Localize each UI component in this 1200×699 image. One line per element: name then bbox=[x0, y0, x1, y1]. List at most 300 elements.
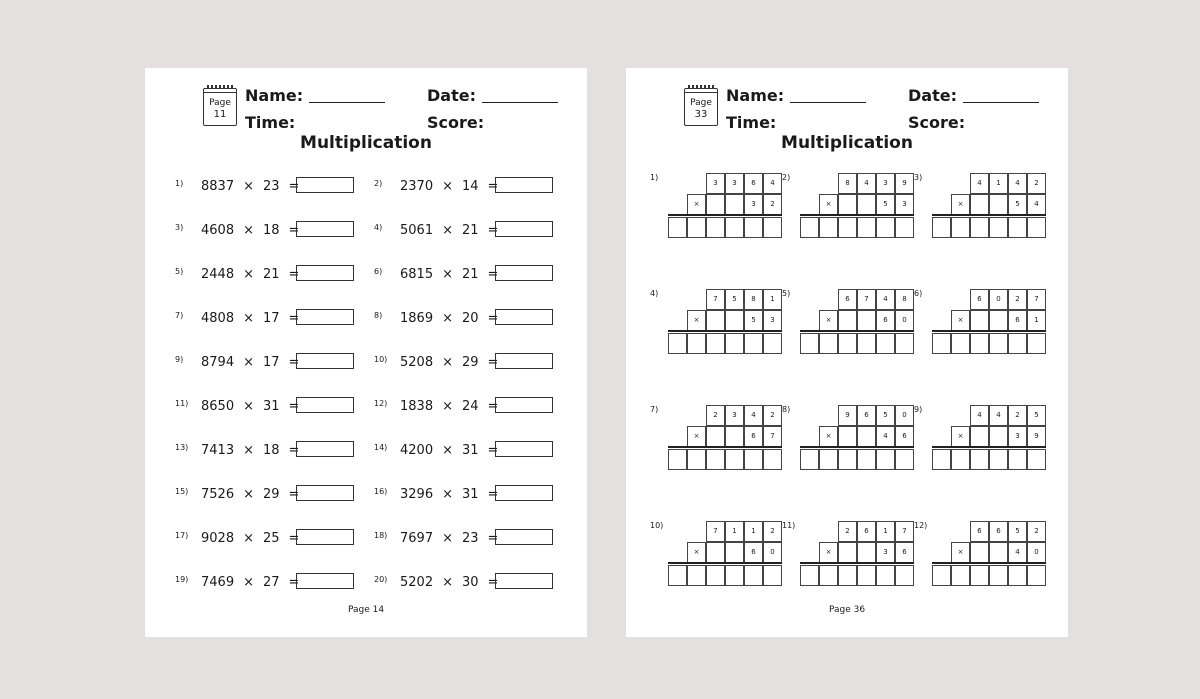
answer-cell[interactable] bbox=[668, 565, 687, 586]
answer-cell[interactable] bbox=[687, 333, 706, 354]
answer-box[interactable] bbox=[495, 485, 553, 501]
digit-cell: 3 bbox=[725, 173, 744, 194]
multiplier: 27 bbox=[263, 575, 280, 590]
equals-sign: = bbox=[288, 311, 300, 326]
multiplicand: 7469 bbox=[201, 575, 235, 590]
answer-rule bbox=[800, 562, 914, 564]
time-label: Time: bbox=[726, 113, 777, 132]
blank-cell bbox=[838, 310, 857, 331]
answer-box[interactable] bbox=[296, 441, 354, 457]
date-underline[interactable] bbox=[963, 102, 1039, 103]
blank-cell bbox=[989, 310, 1008, 331]
answer-box[interactable] bbox=[495, 265, 553, 281]
answer-box[interactable] bbox=[296, 353, 354, 369]
problem-row bbox=[175, 485, 360, 505]
answer-cell[interactable] bbox=[951, 565, 970, 586]
problem-number: 3) bbox=[914, 173, 923, 182]
problem-number: 10) bbox=[650, 521, 664, 530]
answer-cell[interactable] bbox=[763, 217, 782, 238]
multiplicand: 9028 bbox=[201, 531, 235, 546]
answer-rule bbox=[932, 214, 1046, 216]
equals-sign: = bbox=[487, 223, 499, 238]
answer-rule bbox=[800, 330, 914, 332]
problem-number: 17) bbox=[175, 531, 189, 540]
answer-cell[interactable] bbox=[725, 449, 744, 470]
calendar-page-number: 11 bbox=[213, 109, 227, 120]
problem-expression bbox=[400, 443, 507, 459]
multiplier: 30 bbox=[462, 575, 479, 590]
answer-cell[interactable] bbox=[876, 449, 895, 470]
equals-sign: = bbox=[288, 355, 300, 370]
problem-row bbox=[374, 265, 559, 285]
problem-row bbox=[175, 529, 360, 549]
answer-cell[interactable] bbox=[668, 333, 687, 354]
answer-cell[interactable] bbox=[744, 565, 763, 586]
date-field bbox=[908, 87, 1039, 105]
equals-sign: = bbox=[487, 531, 499, 546]
digit-cell: 3 bbox=[725, 405, 744, 426]
multiplicand: 4808 bbox=[201, 311, 235, 326]
digit-cell: 6 bbox=[876, 310, 895, 331]
answer-rule bbox=[800, 446, 914, 448]
times-sign: × bbox=[243, 531, 254, 546]
digit-cell: 4 bbox=[857, 173, 876, 194]
answer-cell[interactable] bbox=[970, 449, 989, 470]
equals-sign: = bbox=[288, 487, 300, 502]
blank-cell bbox=[838, 426, 857, 447]
answer-cell[interactable] bbox=[819, 333, 838, 354]
times-cell: × bbox=[687, 542, 706, 563]
problem-number: 12) bbox=[374, 399, 388, 408]
multiplier: 20 bbox=[462, 311, 479, 326]
page-footer: Page 14 bbox=[347, 605, 385, 615]
digit-cell: 2 bbox=[1027, 173, 1046, 194]
problem-number: 2) bbox=[374, 179, 383, 188]
answer-rule bbox=[932, 446, 1046, 448]
digit-cell: 3 bbox=[1008, 426, 1027, 447]
digit-cell: 4 bbox=[1008, 542, 1027, 563]
answer-cell[interactable] bbox=[706, 217, 725, 238]
digit-cell: 9 bbox=[838, 405, 857, 426]
digit-cell: 7 bbox=[706, 289, 725, 310]
answer-cell[interactable] bbox=[989, 565, 1008, 586]
answer-box[interactable] bbox=[296, 529, 354, 545]
answer-cell[interactable] bbox=[876, 333, 895, 354]
multiplicand: 2370 bbox=[400, 179, 434, 194]
answer-cell[interactable] bbox=[1008, 565, 1027, 586]
times-sign: × bbox=[442, 399, 453, 414]
answer-cell[interactable] bbox=[932, 449, 951, 470]
digit-cell: 4 bbox=[989, 405, 1008, 426]
times-sign: × bbox=[442, 443, 453, 458]
digit-cell: 5 bbox=[876, 405, 895, 426]
name-label: Name: bbox=[726, 86, 785, 105]
problem-row bbox=[374, 309, 559, 329]
answer-cell[interactable] bbox=[668, 449, 687, 470]
digit-cell: 2 bbox=[1008, 405, 1027, 426]
digit-cell: 5 bbox=[1008, 521, 1027, 542]
answer-rule bbox=[668, 330, 782, 332]
answer-cell[interactable] bbox=[687, 565, 706, 586]
problem-expression bbox=[400, 575, 507, 591]
digit-cell: 3 bbox=[763, 310, 782, 331]
multiplicand: 8837 bbox=[201, 179, 235, 194]
answer-cell[interactable] bbox=[1027, 217, 1046, 238]
multiplication-grid bbox=[914, 405, 1048, 471]
answer-cell[interactable] bbox=[744, 449, 763, 470]
times-sign: × bbox=[442, 311, 453, 326]
multiplication-grid bbox=[914, 289, 1048, 355]
answer-box[interactable] bbox=[495, 353, 553, 369]
answer-cell[interactable] bbox=[876, 565, 895, 586]
multiplicand: 5208 bbox=[400, 355, 434, 370]
answer-cell[interactable] bbox=[763, 565, 782, 586]
date-label: Date: bbox=[908, 86, 957, 105]
answer-box[interactable] bbox=[495, 309, 553, 325]
problem-number: 7) bbox=[650, 405, 659, 414]
score-label: Score: bbox=[427, 113, 485, 132]
problem-row bbox=[374, 177, 559, 197]
problem-expression bbox=[201, 575, 308, 591]
digit-cell: 8 bbox=[744, 289, 763, 310]
digit-cell: 2 bbox=[1008, 289, 1027, 310]
answer-cell[interactable] bbox=[687, 217, 706, 238]
answer-cell[interactable] bbox=[989, 333, 1008, 354]
blank-cell bbox=[989, 426, 1008, 447]
multiplier: 29 bbox=[263, 487, 280, 502]
multiplier: 31 bbox=[462, 487, 479, 502]
answer-cell[interactable] bbox=[857, 565, 876, 586]
times-sign: × bbox=[442, 575, 453, 590]
equals-sign: = bbox=[487, 399, 499, 414]
multiplicand: 5202 bbox=[400, 575, 434, 590]
name-field bbox=[726, 87, 866, 105]
multiplicand: 1869 bbox=[400, 311, 434, 326]
digit-cell: 6 bbox=[895, 542, 914, 563]
multiplicand: 1838 bbox=[400, 399, 434, 414]
blank-cell bbox=[857, 194, 876, 215]
answer-cell[interactable] bbox=[763, 333, 782, 354]
digit-cell: 5 bbox=[725, 289, 744, 310]
digit-cell: 4 bbox=[970, 405, 989, 426]
digit-cell: 4 bbox=[1027, 194, 1046, 215]
problem-number: 16) bbox=[374, 487, 388, 496]
worksheet-title: Multiplication bbox=[781, 133, 913, 153]
digit-cell: 4 bbox=[970, 173, 989, 194]
blank-cell bbox=[970, 310, 989, 331]
answer-box[interactable] bbox=[296, 309, 354, 325]
blank-cell bbox=[989, 194, 1008, 215]
multiplier: 24 bbox=[462, 399, 479, 414]
multiplication-grid bbox=[650, 289, 784, 355]
problem-expression bbox=[400, 355, 507, 371]
page-footer: Page 36 bbox=[828, 605, 866, 615]
problem-expression bbox=[201, 399, 308, 415]
answer-cell[interactable] bbox=[668, 217, 687, 238]
multiplicand: 5061 bbox=[400, 223, 434, 238]
equals-sign: = bbox=[288, 179, 300, 194]
times-sign: × bbox=[442, 179, 453, 194]
date-label: Date: bbox=[427, 86, 476, 105]
problem-number: 5) bbox=[175, 267, 184, 276]
problem-expression bbox=[201, 487, 308, 503]
problem-number: 6) bbox=[914, 289, 923, 298]
times-sign: × bbox=[442, 267, 453, 282]
digit-cell: 9 bbox=[1027, 426, 1046, 447]
answer-rule bbox=[932, 562, 1046, 564]
problem-row bbox=[374, 397, 559, 417]
times-sign: × bbox=[243, 267, 254, 282]
problem-number: 11) bbox=[782, 521, 796, 530]
answer-cell[interactable] bbox=[989, 217, 1008, 238]
digit-cell: 8 bbox=[838, 173, 857, 194]
multiplicand: 3296 bbox=[400, 487, 434, 502]
digit-cell: 2 bbox=[763, 194, 782, 215]
worksheet-title: Multiplication bbox=[300, 133, 432, 153]
answer-rule bbox=[932, 330, 1046, 332]
problem-number: 13) bbox=[175, 443, 189, 452]
answer-cell[interactable] bbox=[838, 449, 857, 470]
answer-cell[interactable] bbox=[970, 217, 989, 238]
answer-cell[interactable] bbox=[895, 217, 914, 238]
digit-cell: 0 bbox=[1027, 542, 1046, 563]
answer-cell[interactable] bbox=[932, 565, 951, 586]
answer-cell[interactable] bbox=[744, 333, 763, 354]
digit-cell: 9 bbox=[895, 173, 914, 194]
answer-cell[interactable] bbox=[857, 217, 876, 238]
problem-number: 12) bbox=[914, 521, 928, 530]
digit-cell: 6 bbox=[989, 521, 1008, 542]
problem-expression bbox=[201, 443, 308, 459]
digit-cell: 7 bbox=[857, 289, 876, 310]
multiplier: 25 bbox=[263, 531, 280, 546]
digit-cell: 7 bbox=[1027, 289, 1046, 310]
answer-box[interactable] bbox=[495, 397, 553, 413]
digit-cell: 0 bbox=[989, 289, 1008, 310]
digit-cell: 0 bbox=[763, 542, 782, 563]
problem-row bbox=[374, 485, 559, 505]
digit-cell: 4 bbox=[876, 289, 895, 310]
blank-cell bbox=[706, 542, 725, 563]
times-cell: × bbox=[687, 194, 706, 215]
answer-cell[interactable] bbox=[895, 565, 914, 586]
answer-cell[interactable] bbox=[744, 217, 763, 238]
equals-sign: = bbox=[487, 355, 499, 370]
answer-cell[interactable] bbox=[951, 217, 970, 238]
multiplier: 31 bbox=[462, 443, 479, 458]
digit-cell: 1 bbox=[1027, 310, 1046, 331]
calendar-divider bbox=[685, 92, 717, 93]
times-cell: × bbox=[687, 310, 706, 331]
answer-cell[interactable] bbox=[876, 217, 895, 238]
multiplier: 23 bbox=[263, 179, 280, 194]
answer-box[interactable] bbox=[495, 221, 553, 237]
problem-expression bbox=[201, 179, 308, 195]
answer-cell[interactable] bbox=[706, 449, 725, 470]
times-cell: × bbox=[819, 194, 838, 215]
answer-cell[interactable] bbox=[932, 333, 951, 354]
name-underline[interactable] bbox=[309, 102, 385, 103]
answer-cell[interactable] bbox=[706, 565, 725, 586]
problem-expression bbox=[201, 223, 308, 239]
problem-row bbox=[374, 573, 559, 593]
digit-cell: 7 bbox=[706, 521, 725, 542]
problem-number: 8) bbox=[782, 405, 791, 414]
problem-number: 15) bbox=[175, 487, 189, 496]
name-underline[interactable] bbox=[790, 102, 866, 103]
digit-cell: 7 bbox=[763, 426, 782, 447]
problem-row bbox=[175, 221, 360, 241]
answer-cell[interactable] bbox=[687, 449, 706, 470]
answer-rule bbox=[800, 214, 914, 216]
digit-cell: 2 bbox=[763, 405, 782, 426]
problem-row bbox=[175, 353, 360, 373]
digit-cell: 4 bbox=[763, 173, 782, 194]
problem-row bbox=[374, 441, 559, 461]
answer-cell[interactable] bbox=[763, 449, 782, 470]
digit-cell: 1 bbox=[989, 173, 1008, 194]
answer-box[interactable] bbox=[495, 441, 553, 457]
problem-number: 8) bbox=[374, 311, 383, 320]
blank-cell bbox=[970, 426, 989, 447]
problem-expression bbox=[400, 223, 507, 239]
problem-number: 11) bbox=[175, 399, 189, 408]
answer-box[interactable] bbox=[296, 573, 354, 589]
answer-box[interactable] bbox=[495, 529, 553, 545]
answer-cell[interactable] bbox=[838, 217, 857, 238]
answer-cell[interactable] bbox=[838, 565, 857, 586]
times-sign: × bbox=[243, 575, 254, 590]
multiplier: 21 bbox=[462, 267, 479, 282]
multiplicand: 7697 bbox=[400, 531, 434, 546]
answer-cell[interactable] bbox=[838, 333, 857, 354]
answer-cell[interactable] bbox=[1008, 333, 1027, 354]
answer-cell[interactable] bbox=[819, 449, 838, 470]
answer-cell[interactable] bbox=[1027, 333, 1046, 354]
multiplication-grid bbox=[650, 173, 784, 239]
blank-cell bbox=[706, 310, 725, 331]
multiplicand: 4608 bbox=[201, 223, 235, 238]
problem-row bbox=[374, 529, 559, 549]
equals-sign: = bbox=[288, 267, 300, 282]
multiplier: 23 bbox=[462, 531, 479, 546]
answer-cell[interactable] bbox=[951, 449, 970, 470]
digit-cell: 6 bbox=[838, 289, 857, 310]
problem-number: 4) bbox=[374, 223, 383, 232]
digit-cell: 7 bbox=[895, 521, 914, 542]
answer-cell[interactable] bbox=[895, 449, 914, 470]
answer-box[interactable] bbox=[296, 397, 354, 413]
digit-cell: 1 bbox=[876, 521, 895, 542]
equals-sign: = bbox=[487, 179, 499, 194]
answer-box[interactable] bbox=[495, 177, 553, 193]
answer-box[interactable] bbox=[296, 177, 354, 193]
score-label: Score: bbox=[908, 113, 966, 132]
answer-cell[interactable] bbox=[800, 449, 819, 470]
digit-cell: 3 bbox=[744, 194, 763, 215]
answer-cell[interactable] bbox=[1008, 449, 1027, 470]
answer-cell[interactable] bbox=[895, 333, 914, 354]
answer-box[interactable] bbox=[495, 573, 553, 589]
answer-cell[interactable] bbox=[800, 217, 819, 238]
problem-number: 5) bbox=[782, 289, 791, 298]
problem-expression bbox=[400, 399, 507, 415]
digit-cell: 2 bbox=[838, 521, 857, 542]
blank-cell bbox=[970, 194, 989, 215]
answer-cell[interactable] bbox=[725, 217, 744, 238]
digit-cell: 1 bbox=[763, 289, 782, 310]
date-underline[interactable] bbox=[482, 102, 558, 103]
times-sign: × bbox=[442, 355, 453, 370]
name-label: Name: bbox=[245, 86, 304, 105]
digit-cell: 1 bbox=[725, 521, 744, 542]
problem-number: 7) bbox=[175, 311, 184, 320]
times-sign: × bbox=[243, 311, 254, 326]
answer-cell[interactable] bbox=[1008, 217, 1027, 238]
problem-number: 20) bbox=[374, 575, 388, 584]
answer-cell[interactable] bbox=[1027, 565, 1046, 586]
times-sign: × bbox=[243, 179, 254, 194]
answer-cell[interactable] bbox=[951, 333, 970, 354]
answer-cell[interactable] bbox=[819, 565, 838, 586]
answer-cell[interactable] bbox=[989, 449, 1008, 470]
calendar-rings bbox=[207, 85, 233, 89]
answer-cell[interactable] bbox=[1027, 449, 1046, 470]
multiplication-grid bbox=[650, 405, 784, 471]
answer-cell[interactable] bbox=[800, 333, 819, 354]
blank-cell bbox=[838, 542, 857, 563]
blank-cell bbox=[725, 310, 744, 331]
answer-cell[interactable] bbox=[800, 565, 819, 586]
multiplier: 17 bbox=[263, 355, 280, 370]
date-field bbox=[427, 87, 558, 105]
problem-row bbox=[374, 221, 559, 241]
answer-rule bbox=[668, 214, 782, 216]
equals-sign: = bbox=[487, 311, 499, 326]
answer-cell[interactable] bbox=[857, 449, 876, 470]
problem-row bbox=[175, 441, 360, 461]
times-sign: × bbox=[243, 487, 254, 502]
answer-cell[interactable] bbox=[725, 333, 744, 354]
answer-cell[interactable] bbox=[706, 333, 725, 354]
digit-cell: 2 bbox=[1027, 521, 1046, 542]
digit-cell: 4 bbox=[876, 426, 895, 447]
digit-cell: 2 bbox=[763, 521, 782, 542]
blank-cell bbox=[725, 542, 744, 563]
digit-cell: 1 bbox=[744, 521, 763, 542]
answer-rule bbox=[668, 562, 782, 564]
answer-cell[interactable] bbox=[932, 217, 951, 238]
equals-sign: = bbox=[487, 267, 499, 282]
answer-box[interactable] bbox=[296, 265, 354, 281]
times-cell: × bbox=[951, 426, 970, 447]
answer-cell[interactable] bbox=[970, 565, 989, 586]
answer-cell[interactable] bbox=[725, 565, 744, 586]
problem-expression bbox=[400, 487, 507, 503]
multiplier: 31 bbox=[263, 399, 280, 414]
answer-cell[interactable] bbox=[970, 333, 989, 354]
times-sign: × bbox=[243, 223, 254, 238]
answer-box[interactable] bbox=[296, 485, 354, 501]
answer-cell[interactable] bbox=[857, 333, 876, 354]
problem-number: 1) bbox=[175, 179, 184, 188]
answer-box[interactable] bbox=[296, 221, 354, 237]
equals-sign: = bbox=[288, 399, 300, 414]
answer-cell[interactable] bbox=[819, 217, 838, 238]
blank-cell bbox=[857, 426, 876, 447]
multiplication-grid bbox=[914, 173, 1048, 239]
digit-cell: 6 bbox=[744, 426, 763, 447]
